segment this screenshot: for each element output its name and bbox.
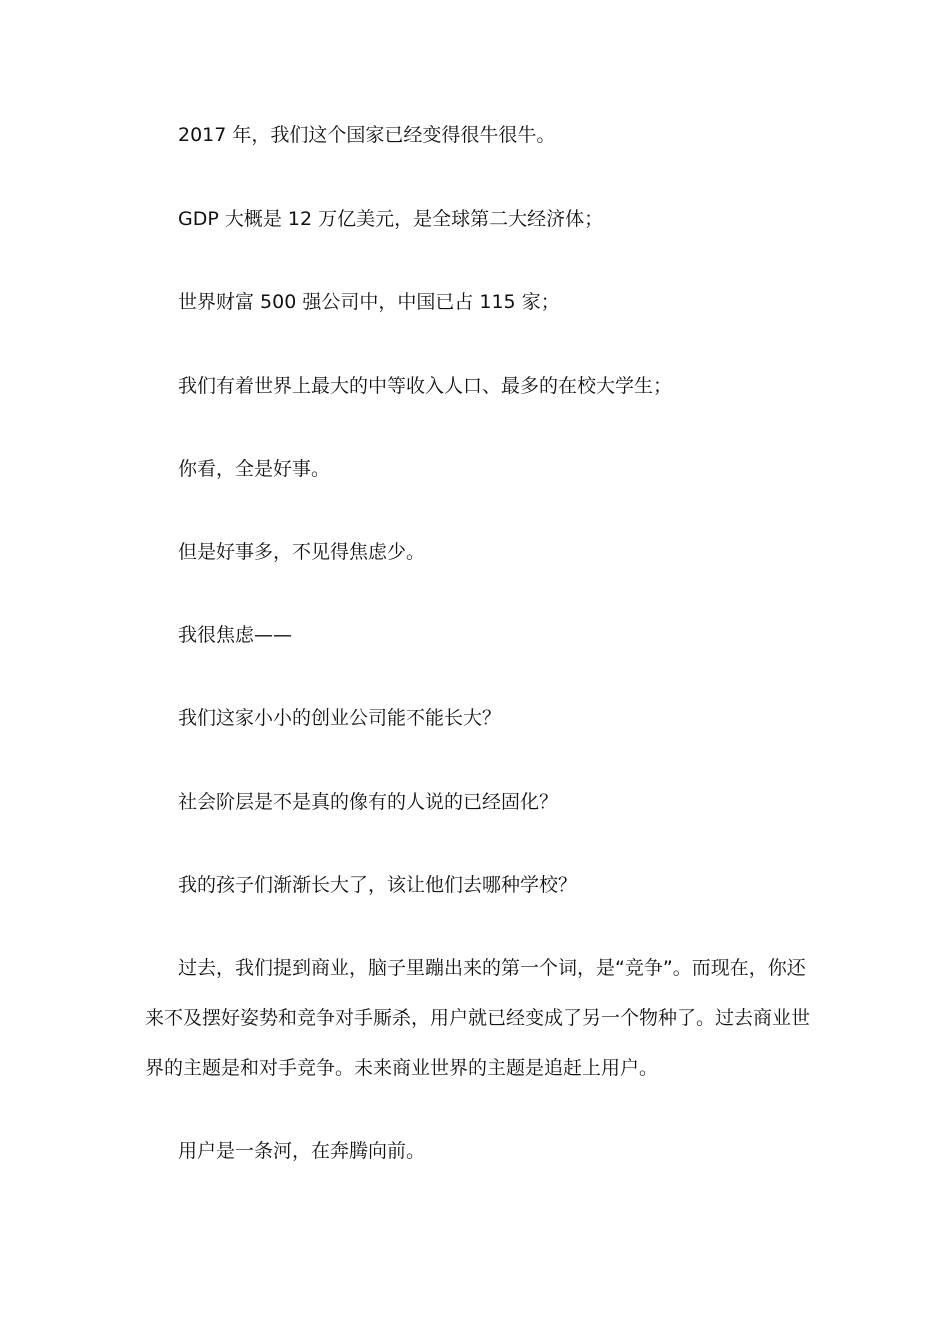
paragraph-7: 我很焦虑—— [178,624,293,646]
paragraph-9: 社会阶层是不是真的像有的人说的已经固化？ [178,791,559,813]
paragraph-5: 你看，全是好事。 [178,458,331,480]
paragraph-6: 但是好事多，不见得焦虑少。 [178,541,426,563]
paragraph-8: 我们这家小小的创业公司能不能长大？ [178,707,502,729]
paragraph-4: 我们有着世界上最大的中等收入人口、最多的在校大学生； [178,375,673,397]
paragraph-10: 我的孩子们渐渐长大了，该让他们去哪种学校？ [178,874,578,896]
paragraph-3: 世界财富 500 强公司中，中国已占 115 家； [178,291,560,313]
paragraph-1: 2017 年，我们这个国家已经变得很牛很牛。 [178,124,556,146]
paragraph-2: GDP 大概是 12 万亿美元，是全球第二大经济体； [178,208,604,230]
paragraph-11: 过去，我们提到商业，脑子里蹦出来的第一个词，是“竞争”。而现在，你还来不及摆好姿势和竞争对手厮杀，用户就已经变成了另一个物种了。过去商业世界的主题是和对手竞争。未来商业世界的主题是追赶上用户。 [145,957,811,1079]
paragraph-12: 用户是一条河，在奔腾向前。 [178,1140,426,1162]
